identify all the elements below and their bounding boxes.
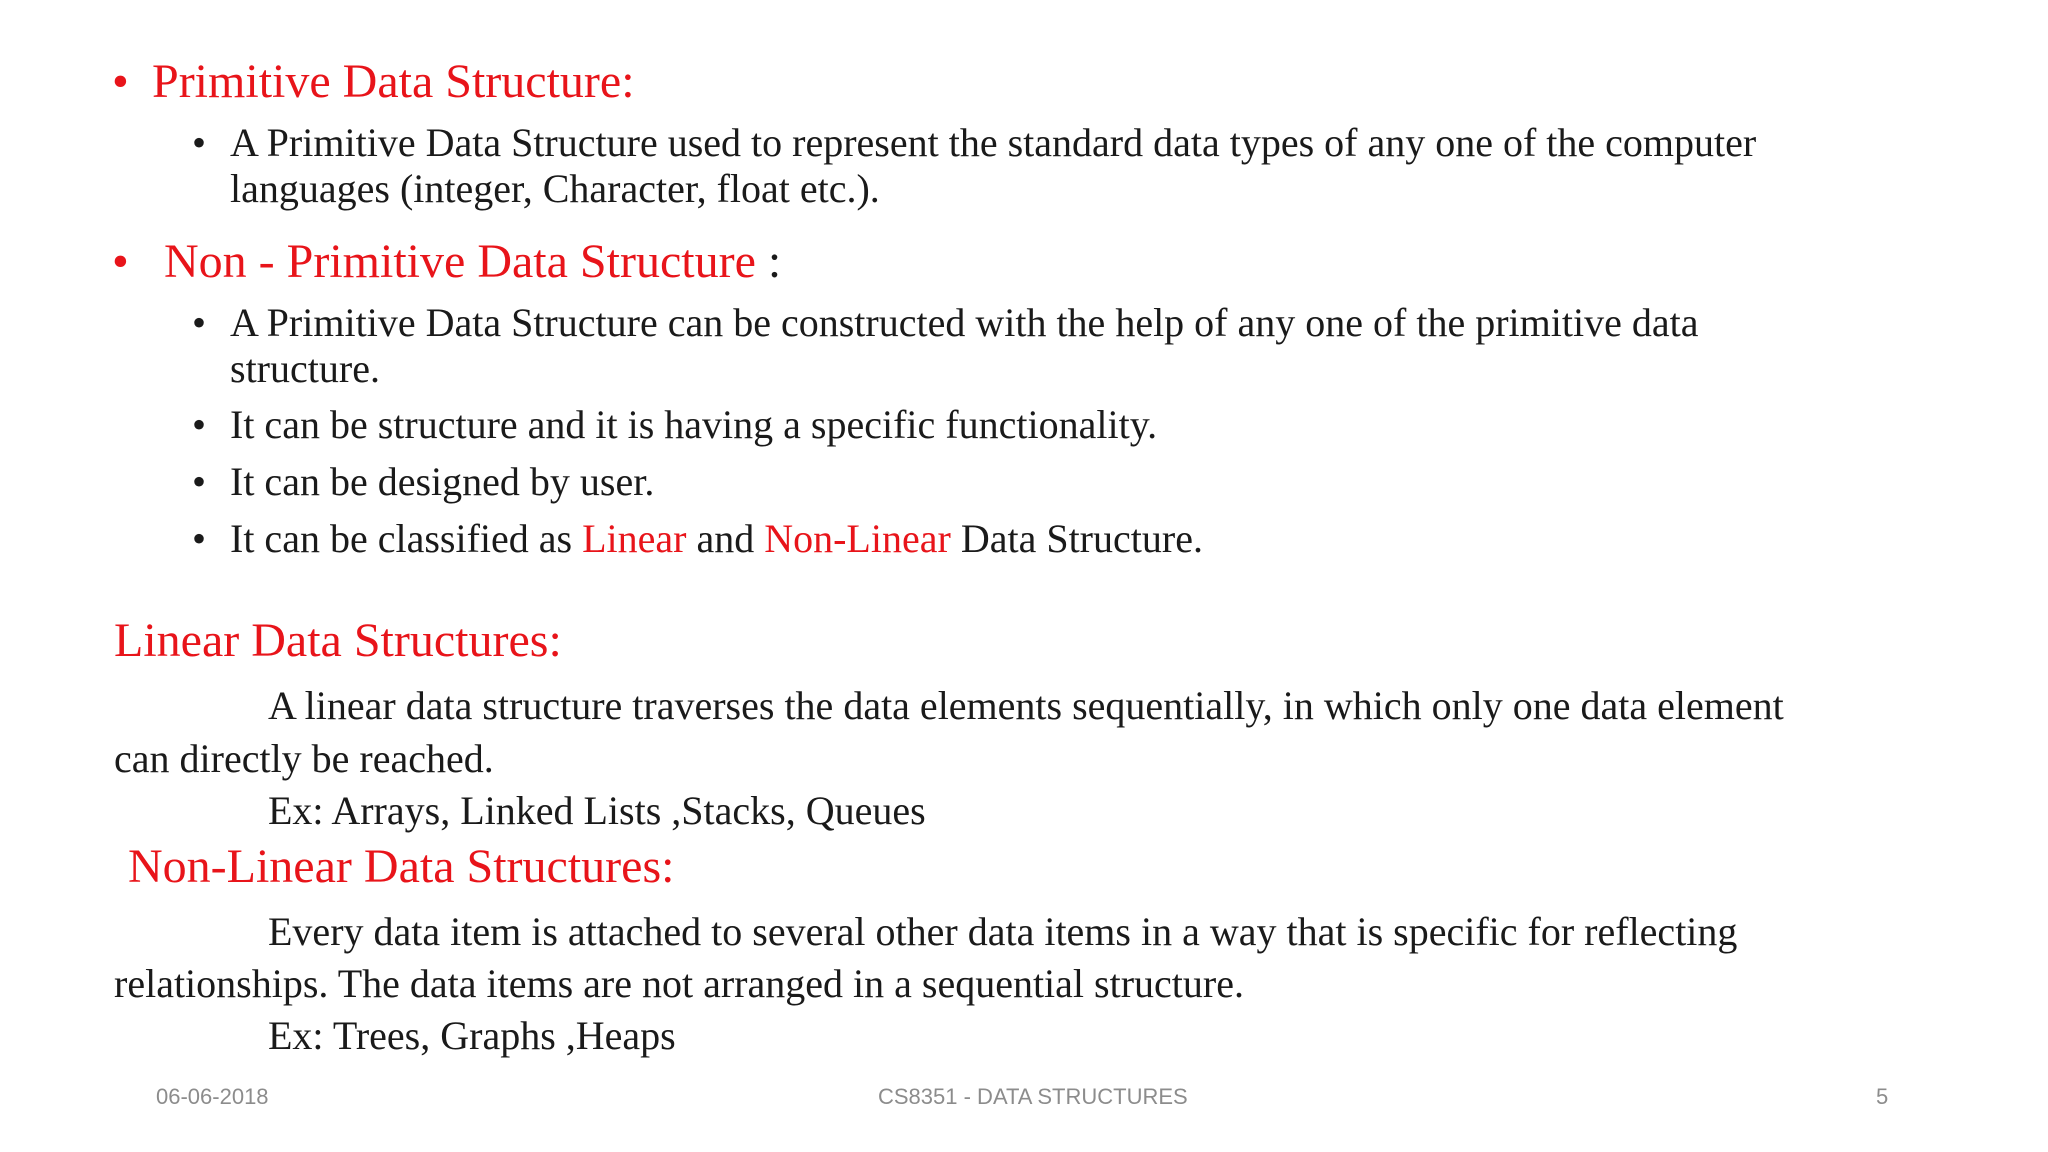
non-primitive-heading-colon: : xyxy=(755,235,782,288)
bullet-icon: • xyxy=(192,120,207,165)
bullet-icon: • xyxy=(112,235,129,288)
linear-desc-line2: can directly be reached. xyxy=(114,736,494,781)
bullet-icon: • xyxy=(112,55,129,108)
non-linear-term: Non-Linear xyxy=(764,516,951,561)
non-primitive-classified xyxy=(192,516,1203,562)
primitive-bullet-line2: languages (integer, Character, float etc.). xyxy=(230,166,880,211)
non-linear-title: Non-Linear Data Structures: xyxy=(128,840,675,893)
non-primitive-item-line1: It can be designed by user. xyxy=(230,459,655,504)
bullet-icon: • xyxy=(192,516,207,561)
non-primitive-item-line1: A Primitive Data Structure can be constructed with the help of any one of the primitive data xyxy=(230,300,1699,345)
classified-suffix: Data Structure. xyxy=(950,516,1203,561)
non-linear-desc-line1: Every data item is attached to several other data items in a way that is specific for reflecting xyxy=(268,909,1738,954)
linear-example: Ex: Arrays, Linked Lists ,Stacks, Queues xyxy=(268,788,926,833)
non-primitive-heading-text: Non - Primitive Data Structure xyxy=(164,235,756,288)
classified-and: and xyxy=(686,516,765,561)
primitive-bullet-line1: A Primitive Data Structure used to represent the standard data types of any one of the computer xyxy=(230,120,1757,165)
non-primitive-item xyxy=(192,402,1158,448)
non-primitive-heading xyxy=(112,236,781,288)
classified-prefix: It can be classified as xyxy=(230,516,583,561)
footer-course: CS8351 - DATA STRUCTURES xyxy=(878,1084,1188,1109)
primitive-bullet xyxy=(192,120,1757,212)
bullet-icon: • xyxy=(192,300,207,345)
footer-page-number: 5 xyxy=(1876,1084,1889,1109)
linear-desc-line1: A linear data structure traverses the data elements sequentially, in which only one data element xyxy=(268,683,1784,728)
footer-date: 06-06-2018 xyxy=(156,1084,269,1109)
classified-line xyxy=(230,516,1203,562)
non-primitive-item-line2: structure. xyxy=(230,346,380,391)
linear-term: Linear xyxy=(582,516,687,561)
bullet-icon: • xyxy=(192,402,207,447)
non-primitive-item xyxy=(192,300,1699,392)
non-linear-desc-line2: relationships. The data items are not arranged in a sequential structure. xyxy=(114,961,1244,1006)
non-primitive-item-line1: It can be structure and it is having a specific functionality. xyxy=(230,402,1158,447)
non-primitive-item xyxy=(192,459,655,505)
primitive-heading-text: Primitive Data Structure: xyxy=(152,55,635,108)
linear-title: Linear Data Structures: xyxy=(114,614,562,667)
bullet-icon: • xyxy=(192,459,207,504)
primitive-heading xyxy=(112,56,635,108)
non-linear-example: Ex: Trees, Graphs ,Heaps xyxy=(268,1013,676,1058)
